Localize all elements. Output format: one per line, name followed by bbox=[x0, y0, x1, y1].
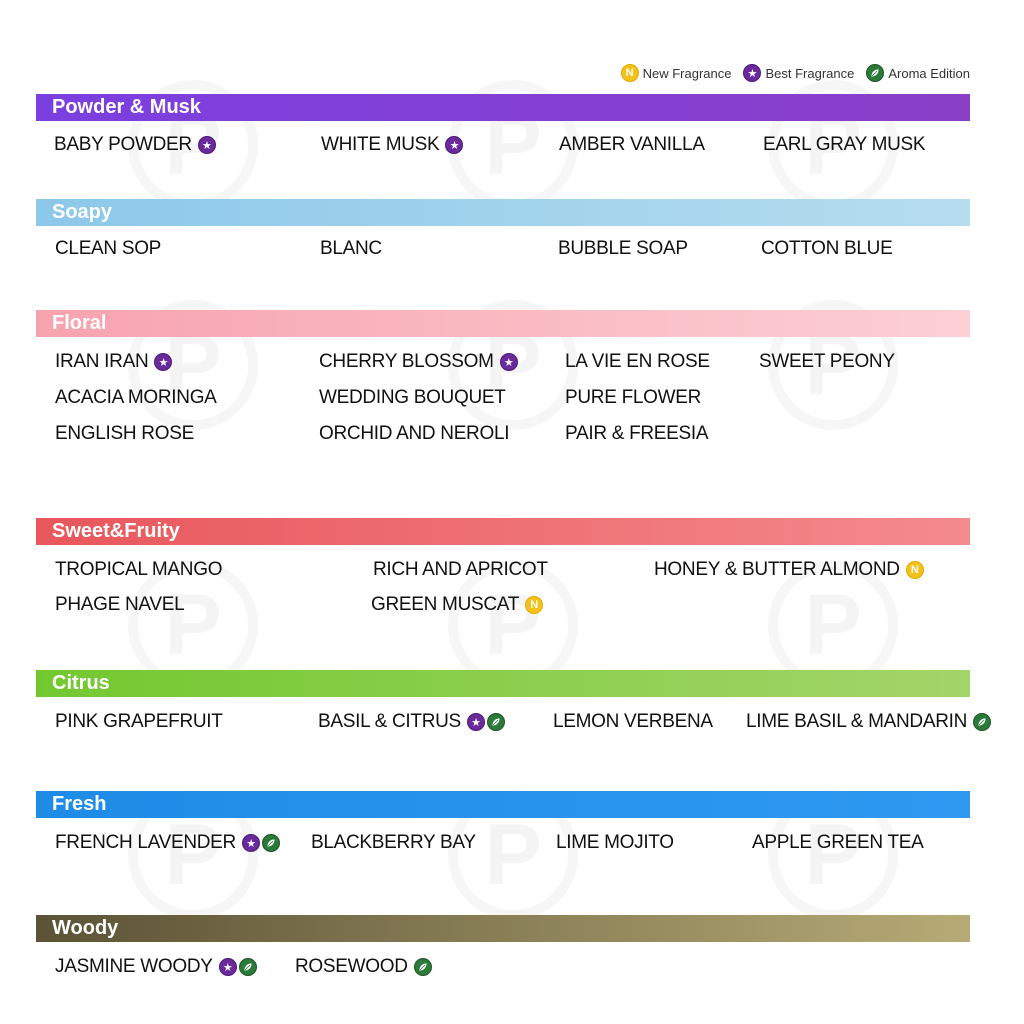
star-badge-icon: ★ bbox=[445, 136, 463, 154]
star-badge-icon: ★ bbox=[743, 64, 761, 82]
star-badge-icon: ★ bbox=[219, 958, 237, 976]
fragrance-name: PINK GRAPEFRUIT bbox=[55, 711, 223, 732]
new-badge-icon: N bbox=[621, 64, 639, 82]
fragrance-item bbox=[565, 351, 716, 373]
fragrance-item bbox=[558, 238, 694, 260]
category-band-sweet-fruity: Sweet&Fruity bbox=[36, 518, 970, 545]
star-badge-icon: ★ bbox=[198, 136, 216, 154]
category-band-fresh: Fresh bbox=[36, 791, 970, 818]
fragrance-name: PAIR & FREESIA bbox=[565, 423, 709, 444]
leaf-icon bbox=[866, 64, 884, 82]
star-badge-icon: ★ bbox=[154, 353, 172, 371]
fragrance-item bbox=[746, 711, 991, 733]
fragrance-name: GREEN MUSCAT bbox=[371, 594, 520, 615]
fragrance-name: COTTON BLUE bbox=[761, 238, 893, 259]
fragrance-item bbox=[55, 238, 167, 260]
fragrance-item bbox=[559, 134, 711, 156]
legend-best bbox=[743, 64, 854, 82]
category-band-powder-musk: Powder & Musk bbox=[36, 94, 970, 121]
fragrance-item bbox=[654, 559, 924, 581]
fragrance-item bbox=[55, 423, 200, 445]
leaf-icon bbox=[487, 713, 505, 731]
fragrance-item bbox=[319, 423, 515, 445]
fragrance-item bbox=[318, 711, 505, 733]
fragrance-name: BABY POWDER bbox=[54, 134, 192, 155]
fragrance-item bbox=[761, 238, 898, 260]
fragrance-name: APPLE GREEN TEA bbox=[752, 832, 924, 853]
legend-aroma-label: Aroma Edition bbox=[888, 65, 970, 81]
fragrance-name: LEMON VERBENA bbox=[553, 711, 713, 732]
fragrance-name: SWEET PEONY bbox=[759, 351, 895, 372]
star-badge-icon: ★ bbox=[467, 713, 485, 731]
fragrance-item bbox=[752, 832, 930, 854]
legend bbox=[621, 64, 970, 82]
fragrance-name: EARL GRAY MUSK bbox=[763, 134, 926, 155]
fragrance-name: BLACKBERRY BAY bbox=[311, 832, 476, 853]
new-badge-icon: N bbox=[906, 561, 924, 579]
fragrance-item bbox=[371, 594, 543, 616]
legend-best-label: Best Fragrance bbox=[765, 65, 855, 81]
leaf-icon bbox=[973, 713, 991, 731]
fragrance-item bbox=[55, 351, 172, 373]
fragrance-item bbox=[54, 134, 216, 156]
category-band-floral: Floral bbox=[36, 310, 970, 337]
fragrance-name: BASIL & CITRUS bbox=[318, 711, 461, 732]
fragrance-item bbox=[320, 238, 388, 260]
fragrance-name: ROSEWOOD bbox=[295, 956, 408, 977]
category-band-soapy: Soapy bbox=[36, 199, 970, 226]
fragrance-item bbox=[55, 711, 229, 733]
fragrance-name: ENGLISH ROSE bbox=[55, 423, 194, 444]
fragrance-item bbox=[55, 387, 223, 409]
fragrance-name: LIME BASIL & MANDARIN bbox=[746, 711, 968, 732]
fragrance-item bbox=[55, 956, 257, 978]
fragrance-name: ACACIA MORINGA bbox=[55, 387, 217, 408]
fragrance-item bbox=[319, 351, 518, 373]
category-band-citrus: Citrus bbox=[36, 670, 970, 697]
fragrance-name: PURE FLOWER bbox=[565, 387, 702, 408]
fragrance-name: PHAGE NAVEL bbox=[55, 594, 185, 615]
fragrance-item bbox=[55, 559, 228, 581]
leaf-icon bbox=[239, 958, 257, 976]
fragrance-item bbox=[55, 832, 280, 854]
fragrance-name: WHITE MUSK bbox=[321, 134, 440, 155]
fragrance-item bbox=[295, 956, 432, 978]
fragrance-item bbox=[763, 134, 931, 156]
category-band-woody: Woody bbox=[36, 915, 970, 942]
fragrance-item bbox=[553, 711, 719, 733]
fragrance-name: BLANC bbox=[320, 238, 382, 259]
fragrance-name: RICH AND APRICOT bbox=[373, 559, 548, 580]
star-badge-icon: ★ bbox=[500, 353, 518, 371]
legend-aroma bbox=[866, 64, 970, 82]
fragrance-name: HONEY & BUTTER ALMOND bbox=[654, 559, 900, 580]
fragrance-item bbox=[373, 559, 554, 581]
fragrance-name: TROPICAL MANGO bbox=[55, 559, 223, 580]
fragrance-name: WEDDING BOUQUET bbox=[319, 387, 506, 408]
fragrance-name: FRENCH LAVENDER bbox=[55, 832, 236, 853]
fragrance-item bbox=[565, 387, 707, 409]
star-badge-icon: ★ bbox=[242, 834, 260, 852]
fragrance-item bbox=[556, 832, 680, 854]
legend-new bbox=[621, 64, 732, 82]
leaf-icon bbox=[414, 958, 432, 976]
fragrance-item bbox=[55, 594, 190, 616]
fragrance-name: IRAN IRAN bbox=[55, 351, 149, 372]
fragrance-name: CHERRY BLOSSOM bbox=[319, 351, 494, 372]
fragrance-item bbox=[311, 832, 482, 854]
fragrance-item bbox=[759, 351, 901, 373]
fragrance-name: BUBBLE SOAP bbox=[558, 238, 688, 259]
fragrance-name: LIME MOJITO bbox=[556, 832, 674, 853]
new-badge-icon: N bbox=[525, 596, 543, 614]
fragrance-item bbox=[321, 134, 463, 156]
fragrance-name: CLEAN SOP bbox=[55, 238, 162, 259]
legend-new-label: New Fragrance bbox=[642, 65, 732, 81]
fragrance-name: ORCHID AND NEROLI bbox=[319, 423, 510, 444]
fragrance-name: LA VIE EN ROSE bbox=[565, 351, 710, 372]
leaf-icon bbox=[262, 834, 280, 852]
fragrance-item bbox=[319, 387, 512, 409]
fragrance-item bbox=[565, 423, 714, 445]
fragrance-name: AMBER VANILLA bbox=[559, 134, 705, 155]
fragrance-name: JASMINE WOODY bbox=[55, 956, 213, 977]
